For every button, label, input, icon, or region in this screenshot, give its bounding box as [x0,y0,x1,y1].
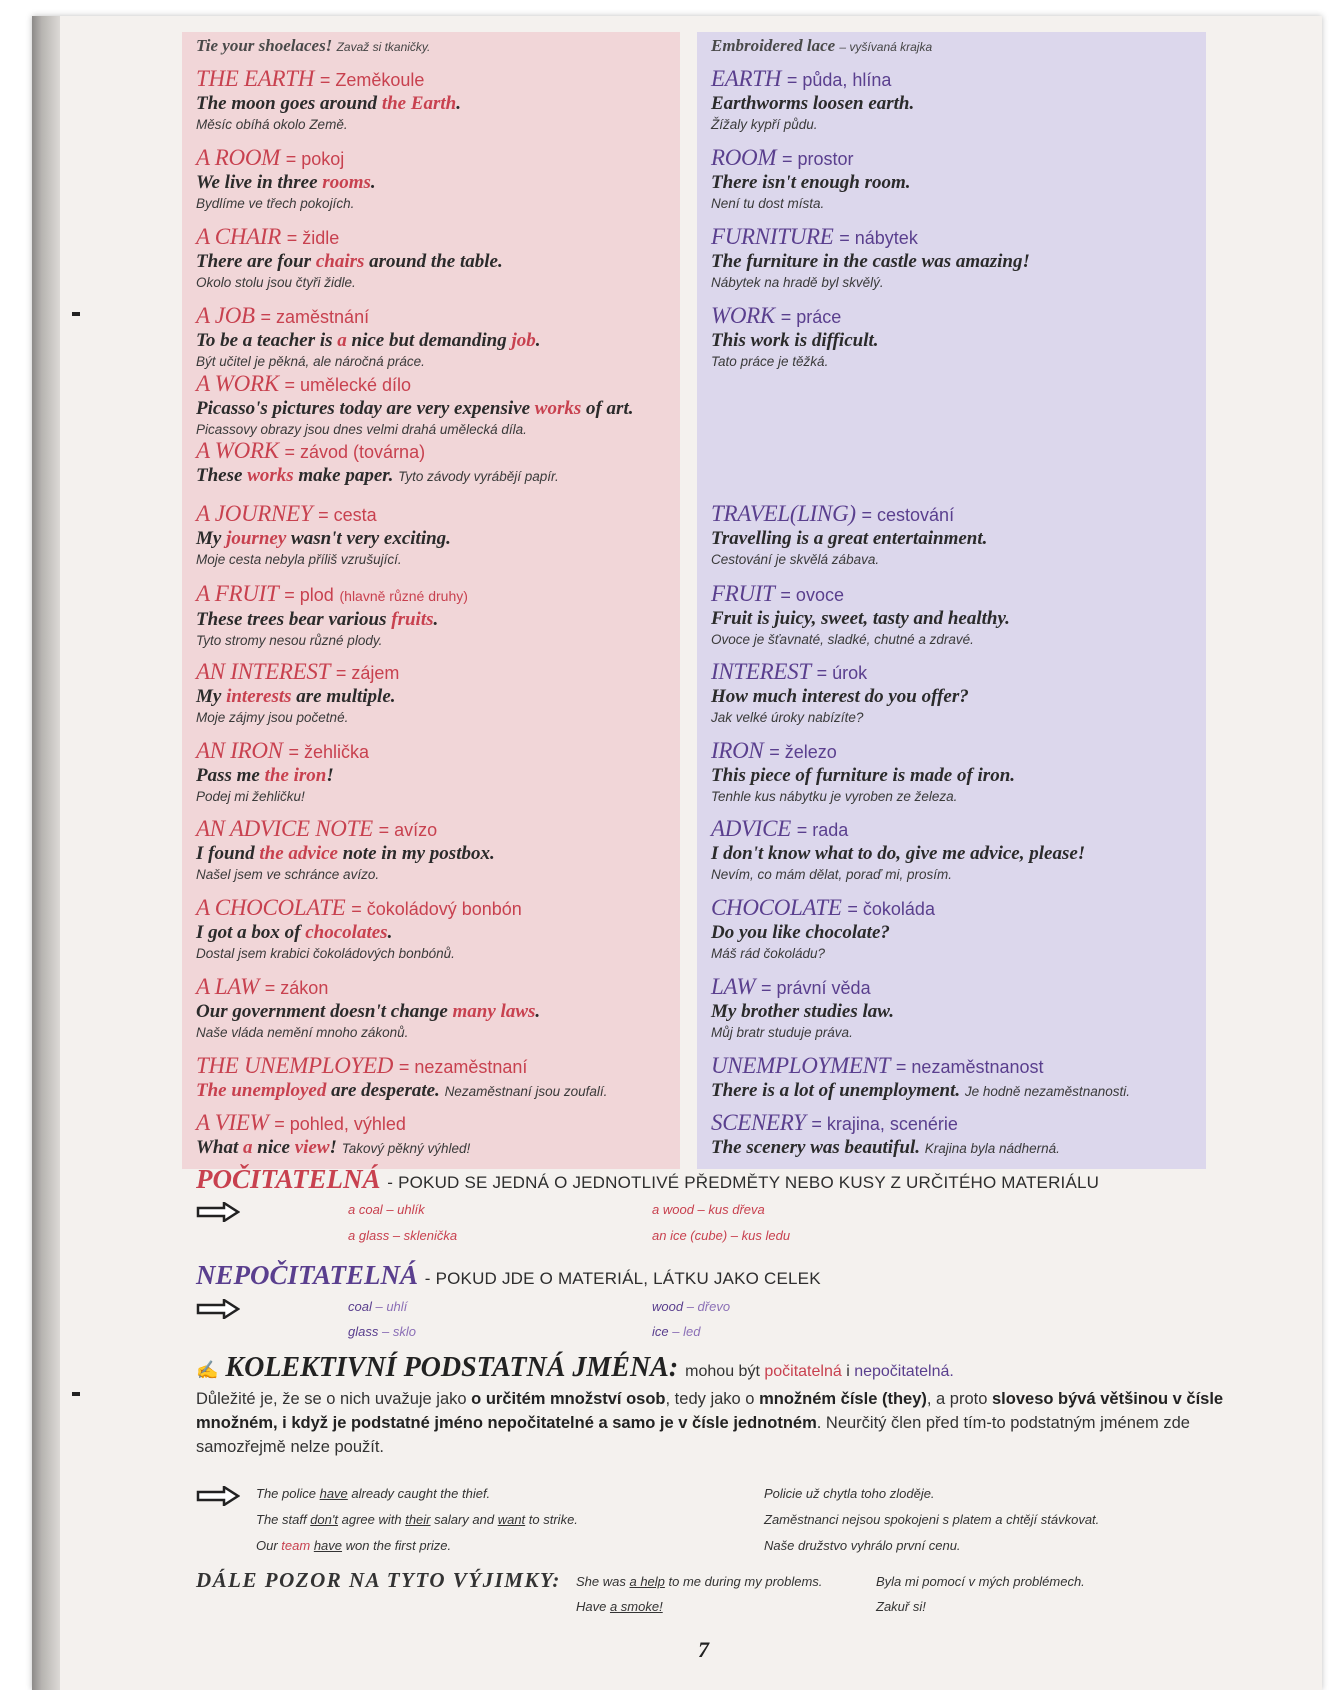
headword: IRON [711,738,764,763]
translation: = zákon [264,978,329,998]
headword: AN IRON [196,738,283,763]
translation-note: (hlavně různé druhy) [339,588,468,604]
headword-line [196,738,674,765]
headword-line [711,1110,1200,1137]
translation: = čokoláda [847,899,935,919]
headword: A LAW [196,974,260,999]
vocab-entry [196,816,674,884]
example-sentence: This piece of furniture is made of iron. [711,765,1016,786]
translation: = práce [780,307,842,327]
czech-translation: Bydlíme ve třech pokojích. [196,196,355,211]
headword-line [711,303,1200,330]
vocab-entry [711,1053,1200,1103]
example-sentence: Fruit is juicy, sweet, tasty and healthy. [711,608,1010,629]
vocab-entry [711,224,1200,292]
headword-line [196,1110,674,1137]
example-sentence: Earthworms loosen earth. [711,93,915,114]
headword-line [196,501,674,528]
czech-translation: Krajina byla nádherná. [924,1141,1060,1156]
example-sentence: The moon goes around the Earth. [196,93,462,114]
vocab-entry [196,501,674,569]
example-sentence: These works make paper. Tyto závody vyrábějí papír. [196,465,559,486]
example-an-ice: an ice (cube) – kus ledu [652,1228,791,1243]
czech-translation: Máš rád čokoládu? [711,946,826,961]
headword: A FRUIT [196,581,279,606]
translation: = pohled, výhled [274,1114,406,1134]
czech-translation: Moje cesta nebyla příliš vzrušující. [196,552,402,567]
vocab-entry [196,303,674,371]
vocab-entry [711,145,1200,213]
police-translation: Policie už chytla toho zloděje. [764,1486,935,1501]
example-a-coal: a coal – uhlík [348,1202,425,1217]
example-sentence: My brother studies law. [711,1001,894,1022]
czech-translation: Tenhle kus nábytku je vyroben ze železa. [711,789,958,804]
example-wood: wood – dřevo [652,1299,731,1314]
headword: FURNITURE [711,224,834,249]
headword: AN ADVICE NOTE [196,816,373,841]
example-sentence: My interests are multiple. [196,686,396,707]
translation: = pokoj [285,149,345,169]
headword-line [196,224,674,251]
czech-translation: Našel jsem ve schránce avízo. [196,867,380,882]
example-sentence: There are four chairs around the table. [196,251,503,272]
headword-line [711,816,1200,843]
headword-line [196,145,674,172]
czech-translation: Nezaměstnaní jsou zoufalí. [444,1084,608,1099]
vocab-entry [711,303,1200,371]
example-a-glass: a glass – sklenička [348,1228,458,1243]
pocitatelna-heading: POČITATELNÁ - POKUD SE JEDNÁ O JEDNOTLIVÉ PŘEDMĚTY NEBO KUSY Z URČITÉHO MATERIÁLU [196,1164,1100,1194]
headword: LAW [711,974,756,999]
example-sentence: Do you like chocolate? [711,922,890,943]
vocab-entry [196,371,674,439]
example-coal: coal – uhlí [348,1299,408,1314]
example-sentence: My journey wasn't very exciting. [196,528,451,549]
smoke-translation: Zakuř si! [876,1599,926,1614]
arrow-icon [196,1486,240,1506]
czech-translation: Žížaly kypří půdu. [711,117,818,132]
headword-line [196,581,674,609]
vocab-entry [711,66,1200,134]
czech-translation: Tyto závody vyrábějí papír. [398,469,559,484]
headword: INTEREST [711,659,811,684]
example-sentence: Pass me the iron! [196,765,334,786]
example-glass: glass – sklo [348,1324,416,1339]
vocab-entry [196,224,674,292]
czech-translation: Dostal jsem krabici čokoládových bonbónů. [196,946,455,961]
headword: AN INTEREST [196,659,331,684]
translation: = nezaměstnaní [398,1057,528,1077]
arrow-icon [196,1202,240,1222]
example-sentence: There is a lot of unemployment. Je hodně nezaměstnanosti. [711,1080,1130,1101]
headword-line [711,66,1200,93]
translation: = zaměstnání [260,307,370,327]
headword-line [196,816,674,843]
vocab-entry [711,1110,1200,1160]
translation: = cestování [861,505,955,525]
headword-line [711,659,1200,686]
page-number: 7 [698,1637,709,1662]
headword: A WORK [196,438,279,463]
dale-heading: DÁLE POZOR NA TYTO VÝJIMKY: [196,1568,561,1592]
headword: A CHAIR [196,224,281,249]
example-sentence: To be a teacher is a nice but demanding job. [196,330,541,351]
czech-translation: Nábytek na hradě byl skvělý. [711,275,884,290]
czech-translation: Tyto stromy nesou různé plody. [196,633,383,648]
headword-line [711,738,1200,765]
headword-line [711,501,1200,528]
headword-line [196,895,674,922]
vocab-entry [196,1053,674,1103]
czech-translation: Podej mi žehličku! [196,789,305,804]
example-sentence: These trees bear various fruits. [196,609,439,630]
headword: CHOCOLATE [711,895,842,920]
headword-line [711,974,1200,1001]
headword: UNEMPLOYMENT [711,1053,891,1078]
vocab-entry [196,659,674,727]
translation: = nezaměstnanost [895,1057,1044,1077]
czech-translation: Můj bratr studuje práva. [711,1025,853,1040]
vocab-entry [196,438,674,488]
headword: A WORK [196,371,279,396]
example-sentence: The scenery was beautiful. Krajina byla nádherná. [711,1137,1060,1158]
translation: = půda, hlína [786,70,892,90]
textbook-page [32,16,1322,1690]
binder-edge [32,16,60,1690]
headword: A ROOM [196,145,281,170]
translation: = umělecké dílo [284,375,412,395]
help-example: She was a help to me during my problems. [576,1574,823,1589]
translation: = židle [286,228,340,248]
example-sentence: The unemployed are desperate. Nezaměstnaní jsou zoufalí. [196,1080,608,1101]
headword: WORK [711,303,775,328]
headword: SCENERY [711,1110,806,1135]
vocab-entry [196,1110,674,1160]
translation: = avízo [378,820,438,840]
vocab-entry [196,738,674,806]
headword: A CHOCOLATE [196,895,346,920]
translation: = plod [284,585,334,605]
headword: THE UNEMPLOYED [196,1053,394,1078]
headword: FRUIT [711,581,775,606]
hand-icon: ✍ [196,1360,219,1380]
czech-translation: Moje zájmy jsou početné. [196,710,349,725]
headword-line [711,145,1200,172]
vocab-entry [196,66,674,134]
translation: = krajina, scenérie [811,1114,958,1134]
vocab-entry [711,659,1200,727]
example-sentence: Travelling is a great entertainment. [711,528,988,549]
translation: = úrok [816,663,868,683]
top-line-right: Embroidered lace – vyšívaná krajka [711,36,933,55]
translation: = závod (továrna) [284,442,426,462]
punch-mark [72,1392,80,1396]
headword: EARTH [711,66,782,91]
punch-mark [72,312,80,316]
czech-translation: Cestování je skvělá zábava. [711,552,880,567]
uncountable-column [697,32,1206,1169]
example-sentence: There isn't enough room. [711,172,911,193]
help-translation: Byla mi pomocí v mých problémech. [876,1574,1085,1589]
translation: = čokoládový bonbón [351,899,522,919]
czech-translation: Tato práce je těžká. [711,354,829,369]
kolektivni-paragraph: Důležité je, že se o nich uvažuje jako o určitém množství osob, tedy jako o množném čísle (they), a proto sloveso bývá většinou v čísle množném, i když je podstatné jméno nepočitatelné a samo je v čísle jednotném. Neurčitý člen před tím-to podstatným jménem zde samozřejmě nelze použít. [196,1390,1224,1456]
translation: = zájem [335,663,400,683]
smoke-example: Have a smoke! [576,1599,663,1614]
headword: TRAVEL(LING) [711,501,856,526]
vocab-entry [711,738,1200,806]
vocab-entry [711,816,1200,884]
headword: ROOM [711,145,777,170]
vocab-entry [196,581,674,650]
countable-column [182,32,680,1169]
headword-line [196,1053,674,1080]
headword: A JOB [196,303,255,328]
headword-line [711,581,1200,608]
headword-line [711,895,1200,922]
headword-line [196,974,674,1001]
translation: = ovoce [780,585,844,605]
czech-translation: Takový pěkný výhled! [341,1141,471,1156]
example-sentence: We live in three rooms. [196,172,376,193]
czech-translation: Být učitel je pěkná, ale náročná práce. [196,354,425,369]
vocab-entry [196,895,674,963]
team-example: Our team have won the first prize. [256,1538,452,1553]
headword-line [196,303,674,330]
translation: = právní věda [761,978,871,998]
nepocitatelna-heading: NEPOČITATELNÁ - POKUD JDE O MATERIÁL, LÁTKU JAKO CELEK [196,1260,821,1290]
example-sentence: I don't know what to do, give me advice, please! [711,843,1086,864]
example-sentence: The furniture in the castle was amazing! [711,251,1030,272]
czech-translation: Nevím, co mám dělat, poraď mi, prosím. [711,867,953,882]
top-line-left: Tie your shoelaces! Zavaž si tkaničky. [196,36,431,55]
headword-line [711,1053,1200,1080]
czech-translation: Není tu dost místa. [711,196,825,211]
vocab-entry [711,501,1200,569]
czech-translation: Je hodně nezaměstnanosti. [964,1084,1130,1099]
arrow-icon [196,1299,240,1319]
translation: = Zeměkoule [319,70,425,90]
example-ice: ice – led [652,1324,701,1339]
example-sentence: I found the advice note in my postbox. [196,843,495,864]
staff-translation: Zaměstnanci nejsou spokojeni s platem a chtějí stávkovat. [764,1512,1100,1527]
vocab-entry [711,895,1200,963]
example-sentence: I got a box of chocolates. [196,922,393,943]
vocab-entry [711,581,1200,649]
example-sentence: Picasso's pictures today are very expensive works of art. [196,398,634,419]
translation: = cesta [318,505,377,525]
example-sentence: This work is difficult. [711,330,879,351]
vocab-entry [196,974,674,1042]
headword-line [196,371,674,398]
czech-translation: Picassovy obrazy jsou dnes velmi drahá umělecká díla. [196,422,527,437]
headword: ADVICE [711,816,791,841]
headword: A JOURNEY [196,501,313,526]
kolektivni-heading: ✍ KOLEKTIVNÍ PODSTATNÁ JMÉNA: mohou být počitatelná i nepočitatelná. [196,1352,954,1383]
translation: = rada [796,820,849,840]
headword-line [196,438,674,465]
headword-line [196,659,674,686]
translation: = nábytek [839,228,918,248]
example-sentence: What a nice view! Takový pěkný výhled! [196,1137,471,1158]
translation: = prostor [781,149,854,169]
example-a-wood: a wood – kus dřeva [652,1202,765,1217]
czech-translation: Ovoce je šťavnaté, sladké, chutné a zdravé. [711,632,974,647]
translation: = železo [769,742,837,762]
vocab-entry [711,974,1200,1042]
headword-line [711,224,1200,251]
vocab-entry [196,145,674,213]
czech-translation: Měsíc obíhá okolo Země. [196,117,348,132]
headword: THE EARTH [196,66,315,91]
example-sentence: Our government doesn't change many laws. [196,1001,541,1022]
police-example: The police have already caught the thief. [256,1486,491,1501]
team-translation: Naše družstvo vyhrálo první cenu. [764,1538,961,1553]
staff-example: The staff don't agree with their salary and want to strike. [256,1512,578,1527]
czech-translation: Okolo stolu jsou čtyři židle. [196,275,356,290]
translation: = žehlička [288,742,369,762]
headword-line [196,66,674,93]
czech-translation: Naše vláda nemění mnoho zákonů. [196,1025,409,1040]
example-sentence: How much interest do you offer? [711,686,969,707]
czech-translation: Jak velké úroky nabízíte? [711,710,864,725]
headword: A VIEW [196,1110,269,1135]
